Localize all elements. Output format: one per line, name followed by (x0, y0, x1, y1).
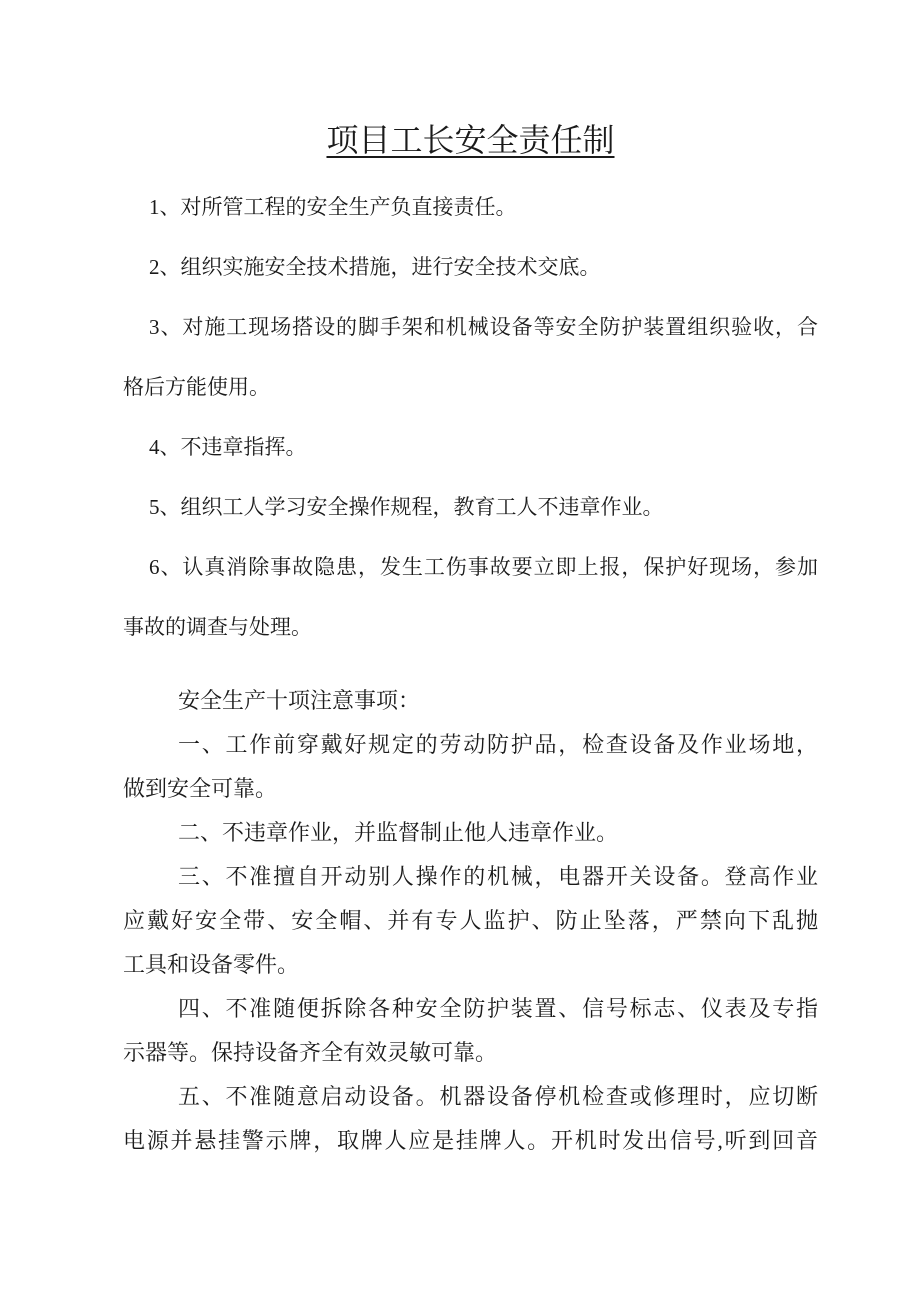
safety-note-item-5 (123, 1075, 818, 1163)
text-line: 事故的调查与处理。 (123, 615, 312, 639)
responsibility-item-4 (123, 417, 818, 477)
responsibility-item-6 (123, 537, 818, 657)
safety-notes-section (123, 679, 818, 1163)
text-line: 5、组织工人学习安全操作规程，教育工人不违章作业。 (149, 495, 664, 519)
responsibility-item-2 (123, 237, 818, 297)
responsibility-item-3 (123, 297, 818, 417)
text-line: 2、组织实施安全技术措施，进行安全技术交底。 (149, 255, 601, 279)
text-line: 二、不违章作业，并监督制止他人违章作业。 (178, 820, 619, 845)
text-line: 4、不违章指挥。 (149, 435, 307, 459)
responsibility-item-1 (123, 177, 818, 237)
text-line: 应戴好安全带、安全帽、并有专人监护、防止坠落，严禁向下乱抛 (123, 908, 818, 933)
text-line: 三、不准擅自开动别人操作的机械，电器开关设备。登高作业 (178, 864, 818, 889)
safety-note-item-4 (123, 987, 818, 1075)
safety-note-item-2 (123, 811, 818, 855)
text-line: 四、不准随便拆除各种安全防护装置、信号标志、仪表及专指 (178, 996, 818, 1021)
responsibilities-section (123, 177, 818, 657)
text-line: 工具和设备零件。 (123, 952, 300, 977)
text-line: 3、对施工现场搭设的脚手架和机械设备等安全防护装置组织验收，合 (149, 315, 818, 339)
text-line: 6、认真消除事故隐患，发生工伤事故要立即上报，保护好现场，参加 (149, 555, 818, 579)
document-title: 项目工长安全责任制 (326, 122, 615, 158)
safety-notes-heading: 安全生产十项注意事项： (178, 688, 421, 713)
text-line: 做到安全可靠。 (123, 776, 278, 801)
safety-note-item-3 (123, 855, 818, 987)
safety-note-item-1 (123, 723, 818, 811)
text-line: 1、对所管工程的安全生产负直接责任。 (149, 195, 517, 219)
responsibility-item-5 (123, 477, 818, 537)
text-line: 电源并悬挂警示牌，取牌人应是挂牌人。开机时发出信号,听到回音 (123, 1128, 818, 1153)
text-line: 格后方能使用。 (123, 375, 270, 399)
text-line: 一、工作前穿戴好规定的劳动防护品，检查设备及作业场地， (178, 732, 818, 757)
text-line: 五、不准随意启动设备。机器设备停机检查或修理时，应切断 (178, 1084, 818, 1109)
text-line: 示器等。保持设备齐全有效灵敏可靠。 (123, 1040, 498, 1065)
